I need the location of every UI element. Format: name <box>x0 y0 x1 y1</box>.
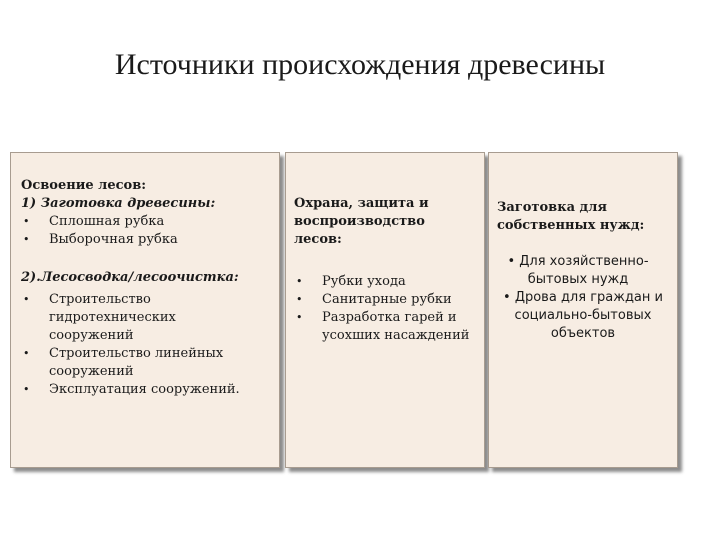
bullet-icon: • <box>23 215 30 228</box>
box-protection <box>285 152 485 468</box>
own-needs-heading: Заготовка для собственных нужд: <box>497 200 645 233</box>
clearing-list <box>21 291 276 399</box>
list-item: • Дрова для граждан и социально-бытовых объектов <box>503 290 663 341</box>
clearing-block <box>21 269 276 399</box>
bullet-icon: • <box>23 383 30 396</box>
box-forest-development <box>10 152 280 468</box>
harvesting-subheading: 1) Заготовка древесины: <box>21 196 216 211</box>
list-item: • Строительство гидротехнических сооружений <box>23 292 176 343</box>
bullet-icon: • <box>23 233 30 246</box>
protection-block <box>294 273 482 345</box>
list-item: • Рубки ухода <box>296 274 406 289</box>
page-title: Источники происхождения древесины <box>114 48 606 81</box>
list-item: • Выборочная рубка <box>23 232 178 247</box>
protection-heading: Охрана, защита и воспроизводство лесов: <box>294 196 429 247</box>
bullet-icon: • <box>296 275 303 288</box>
bullet-icon: • <box>23 347 30 360</box>
clearing-subheading: 2).Лесосводка/лесоочистка: <box>21 270 239 285</box>
list-item: • Санитарные рубки <box>296 292 452 307</box>
protection-list <box>294 273 482 345</box>
harvesting-list <box>21 213 276 249</box>
own-needs-block <box>491 253 675 343</box>
list-item: • Эксплуатация сооружений. <box>23 382 240 397</box>
forest-development-block <box>21 177 276 249</box>
list-item: • Для хозяйственно-бытовых нужд <box>507 254 649 287</box>
bullet-icon: • <box>23 293 30 306</box>
box-own-needs <box>488 152 678 468</box>
own-needs-list <box>491 253 675 343</box>
list-item: • Сплошная рубка <box>23 214 165 229</box>
forest-development-heading: Освоение лесов: <box>21 178 147 193</box>
bullet-icon: • <box>296 293 303 306</box>
bullet-icon: • <box>296 311 303 324</box>
list-item: • Строительство линейных сооружений <box>23 346 224 379</box>
list-item: • Разработка гарей и усохших насаждений <box>296 310 470 343</box>
